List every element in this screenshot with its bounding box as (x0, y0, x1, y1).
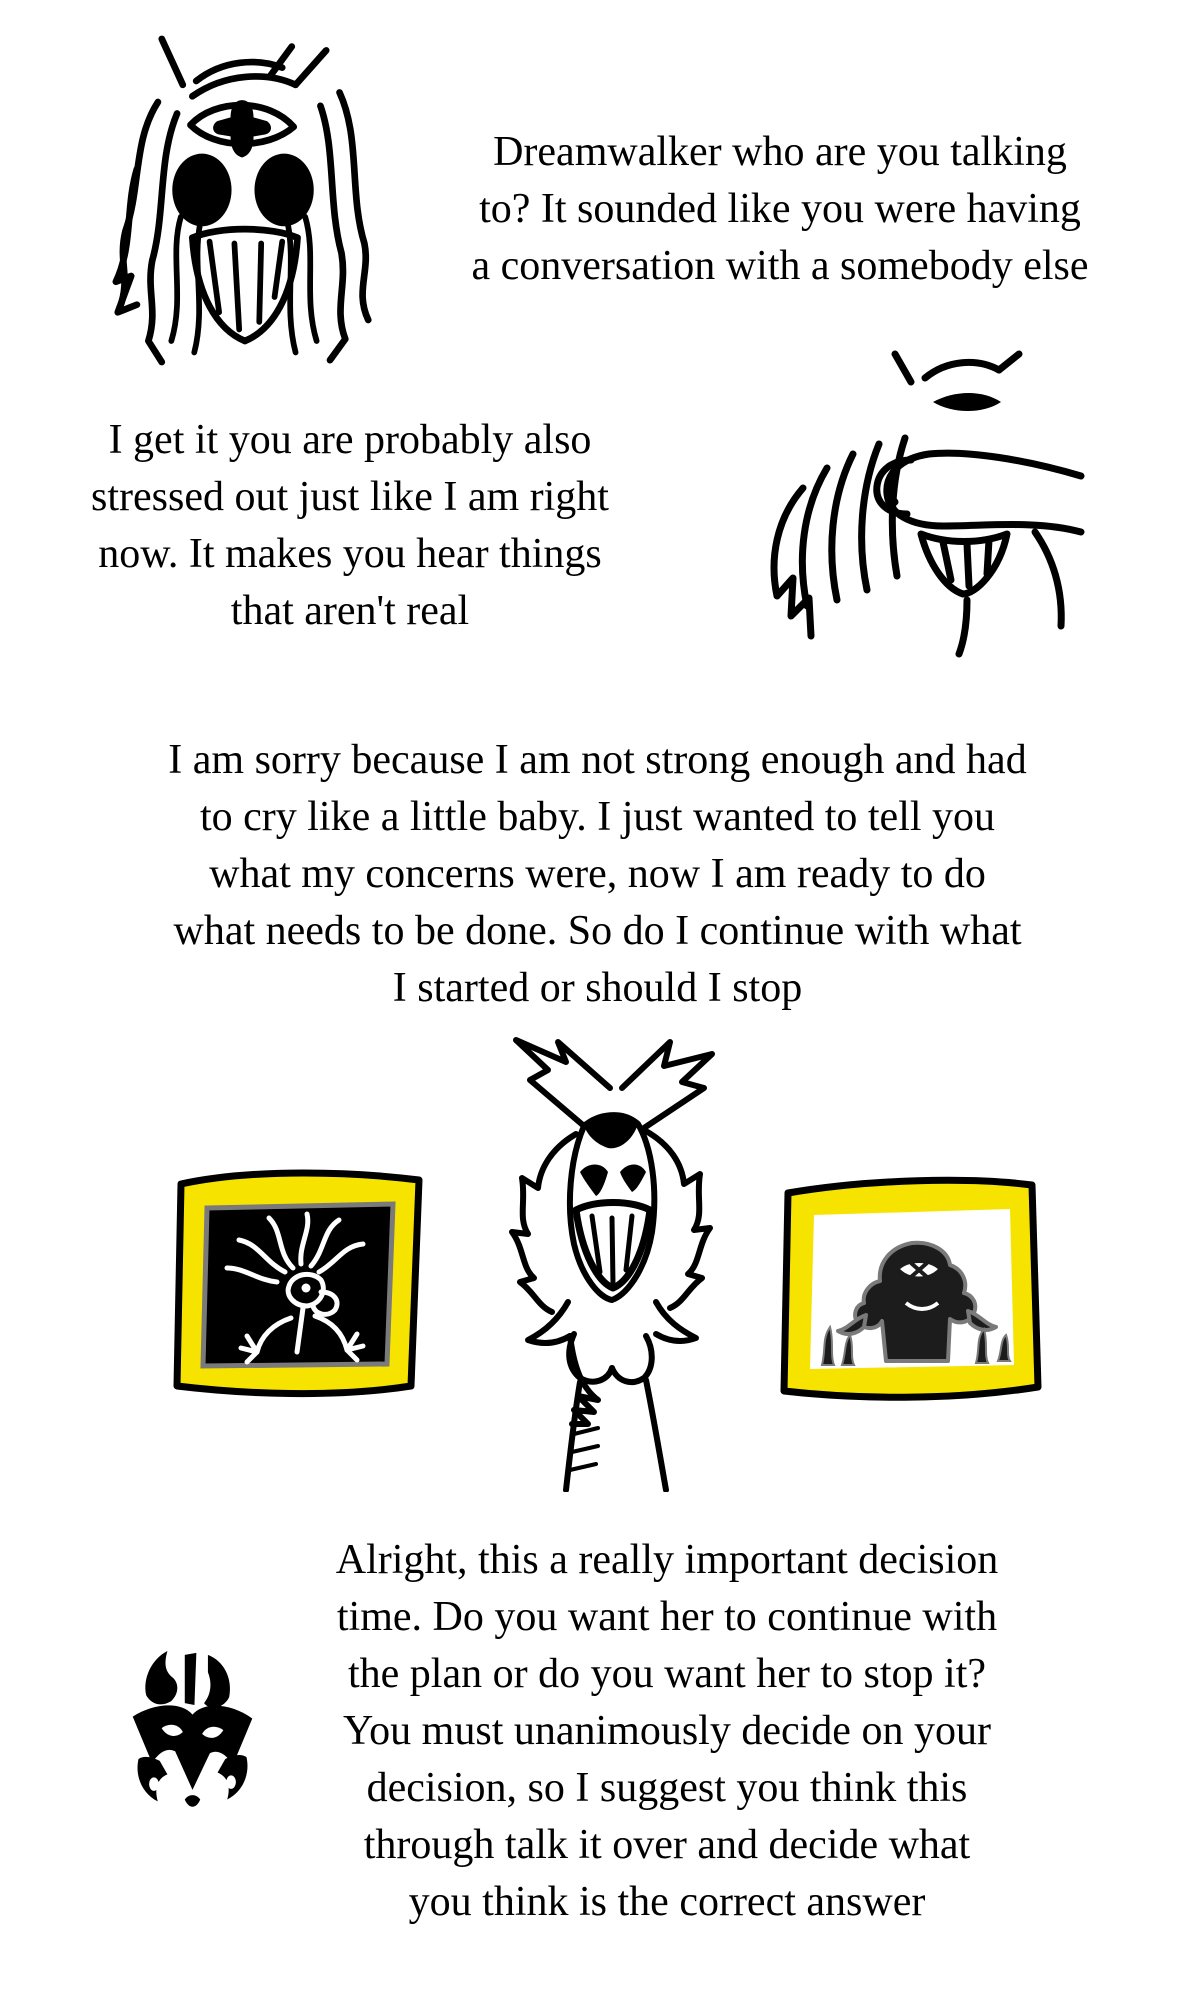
dialogue-line: now. It makes you hear things (98, 531, 602, 577)
dialogue-line: a conversation with a somebody else (471, 243, 1089, 289)
dialogue-line: to cry like a little baby. I just wanted to tell you (199, 794, 996, 840)
dialogue-line: that aren't real (230, 588, 470, 634)
dialogue-line: to? It sounded like you were having (479, 186, 1081, 232)
framed-painting-right-drawing (770, 1165, 1045, 1405)
framed-painting-left (165, 1160, 435, 1402)
framed-painting-right (770, 1165, 1045, 1405)
dialogue-line: stressed out just like I am right (91, 474, 609, 520)
dialogue-line: You must unanimously decide on your (343, 1708, 991, 1754)
dialogue-line: I am sorry because I am not strong enough and had (168, 737, 1027, 783)
dialogue-line: you think is the correct answer (408, 1879, 926, 1925)
horned-figure-drawing (472, 1030, 742, 1492)
dialogue-line: Alright, this a really important decision (335, 1537, 999, 1583)
dreamwalker-crying-illustration (715, 348, 1085, 660)
dialogue-line: what needs to be done. So do I continue with what (173, 908, 1022, 954)
dialogue-line: through talk it over and decide what (363, 1822, 971, 1868)
dialogue-line: I get it you are probably also (108, 417, 592, 463)
horned-figure-illustration (472, 1030, 742, 1492)
watcher-mask-drawing (125, 1642, 260, 1822)
dreamwalker-portrait-illustration (70, 20, 395, 380)
dreamwalker-portrait-drawing (70, 20, 395, 380)
dialogue-apology (95, 732, 1100, 1017)
dreamwalker-crying-drawing (715, 348, 1085, 660)
dialogue-line: time. Do you want her to continue with (336, 1594, 998, 1640)
dialogue-line: I started or should I stop (392, 965, 803, 1011)
dialogue-line: the plan or do you want her to stop it? (347, 1651, 987, 1697)
dialogue-line: what my concerns were, now I am ready to do (209, 851, 986, 897)
framed-painting-left-drawing (165, 1160, 435, 1402)
dialogue-line: Dreamwalker who are you talking (493, 129, 1067, 175)
dialogue-reply (40, 412, 660, 640)
dialogue-line: decision, so I suggest you think this (366, 1765, 968, 1811)
dialogue-question (430, 124, 1130, 295)
watcher-mask-icon (125, 1642, 260, 1822)
dialogue-decision-prompt (262, 1532, 1072, 1931)
